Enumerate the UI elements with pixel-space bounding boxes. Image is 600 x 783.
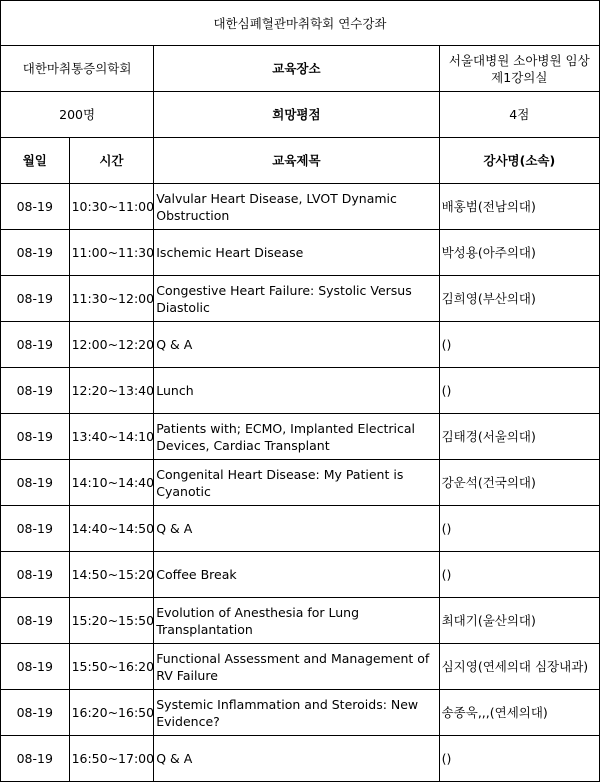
- row-date: 08-19: [1, 230, 70, 276]
- row-title: Evolution of Anesthesia for Lung Transplantation: [154, 598, 439, 644]
- row-lecturer: (): [439, 506, 599, 552]
- row-lecturer: 최대기(울산의대): [439, 598, 599, 644]
- capacity: 200명: [1, 92, 154, 138]
- header-time: 시간: [69, 138, 154, 184]
- row-title: Q & A: [154, 506, 439, 552]
- row-date: 08-19: [1, 414, 70, 460]
- row-time: 16:50~17:00: [69, 736, 154, 782]
- schedule-row: [1, 552, 600, 598]
- row-date: 08-19: [1, 690, 70, 736]
- row-time: 13:40~14:10: [69, 414, 154, 460]
- row-lecturer: (): [439, 736, 599, 782]
- schedule-row: [1, 598, 600, 644]
- schedule-row: [1, 460, 600, 506]
- points-value: 4점: [439, 92, 599, 138]
- schedule-row: [1, 644, 600, 690]
- points-label: 희망평점: [154, 92, 439, 138]
- row-time: 15:50~16:20: [69, 644, 154, 690]
- header-title: 교육제목: [154, 138, 439, 184]
- schedule-row: [1, 736, 600, 782]
- row-date: 08-19: [1, 552, 70, 598]
- row-lecturer: 강운석(건국의대): [439, 460, 599, 506]
- row-time: 11:30~12:00: [69, 276, 154, 322]
- row-title: Systemic Inflammation and Steroids: New Evidence?: [154, 690, 439, 736]
- row-title: Congenital Heart Disease: My Patient is Cyanotic: [154, 460, 439, 506]
- row-date: 08-19: [1, 276, 70, 322]
- row-date: 08-19: [1, 460, 70, 506]
- header-date: 월일: [1, 138, 70, 184]
- venue-value: 서울대병원 소아병원 임상 제1강의실: [439, 46, 599, 92]
- row-lecturer: (): [439, 322, 599, 368]
- event-title: 대한심폐혈관마취학회 연수강좌: [1, 1, 600, 46]
- organizer: 대한마취통증의학회: [1, 46, 154, 92]
- row-date: 08-19: [1, 598, 70, 644]
- schedule-row: [1, 506, 600, 552]
- event-title-row: [1, 1, 600, 46]
- row-title: Coffee Break: [154, 552, 439, 598]
- row-title: Q & A: [154, 322, 439, 368]
- header-lecturer: 강사명(소속): [439, 138, 599, 184]
- schedule-row: [1, 322, 600, 368]
- row-lecturer: 김희영(부산의대): [439, 276, 599, 322]
- row-date: 08-19: [1, 506, 70, 552]
- row-title: Congestive Heart Failure: Systolic Versus Diastolic: [154, 276, 439, 322]
- row-time: 14:10~14:40: [69, 460, 154, 506]
- row-time: 10:30~11:00: [69, 184, 154, 230]
- row-time: 12:20~13:40: [69, 368, 154, 414]
- row-title: Valvular Heart Disease, LVOT Dynamic Obstruction: [154, 184, 439, 230]
- column-header-row: [1, 138, 600, 184]
- row-lecturer: 박성용(아주의대): [439, 230, 599, 276]
- row-title: Ischemic Heart Disease: [154, 230, 439, 276]
- row-lecturer: (): [439, 368, 599, 414]
- row-time: 14:50~15:20: [69, 552, 154, 598]
- row-lecturer: (): [439, 552, 599, 598]
- row-date: 08-19: [1, 736, 70, 782]
- row-time: 16:20~16:50: [69, 690, 154, 736]
- row-title: Functional Assessment and Management of RV Failure: [154, 644, 439, 690]
- schedule-row: [1, 368, 600, 414]
- row-time: 14:40~14:50: [69, 506, 154, 552]
- schedule-row: [1, 276, 600, 322]
- schedule-row: [1, 184, 600, 230]
- venue-row: [1, 46, 600, 92]
- row-time: 11:00~11:30: [69, 230, 154, 276]
- row-time: 12:00~12:20: [69, 322, 154, 368]
- row-lecturer: 김태경(서울의대): [439, 414, 599, 460]
- row-title: Patients with; ECMO, Implanted Electrical Devices, Cardiac Transplant: [154, 414, 439, 460]
- row-time: 15:20~15:50: [69, 598, 154, 644]
- row-title: Q & A: [154, 736, 439, 782]
- venue-label: 교육장소: [154, 46, 439, 92]
- row-date: 08-19: [1, 644, 70, 690]
- row-date: 08-19: [1, 184, 70, 230]
- row-date: 08-19: [1, 322, 70, 368]
- capacity-row: [1, 92, 600, 138]
- row-title: Lunch: [154, 368, 439, 414]
- row-date: 08-19: [1, 368, 70, 414]
- row-lecturer: 심지영(연세의대 심장내과): [439, 644, 599, 690]
- schedule-row: [1, 690, 600, 736]
- row-lecturer: 배홍범(전남의대): [439, 184, 599, 230]
- row-lecturer: 송종욱,,,(연세의대): [439, 690, 599, 736]
- schedule-row: [1, 414, 600, 460]
- schedule-row: [1, 230, 600, 276]
